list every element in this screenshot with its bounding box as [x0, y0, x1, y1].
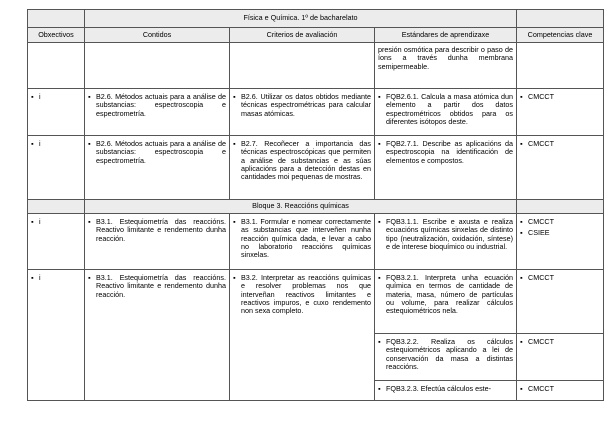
- competencia-text: CMCCT: [528, 139, 554, 148]
- contidos-cell: [85, 270, 230, 401]
- table-row: [28, 89, 604, 136]
- competencia-text: CMCCT: [528, 273, 554, 282]
- header-competencias: Competencias clave: [517, 28, 604, 43]
- contidos-text: B2.6. Métodos actuais para a análise de substancias: espectroscopia e espectrometría.: [96, 92, 226, 118]
- competencias-cell: [517, 214, 604, 270]
- competencia-text: CMCCT: [528, 337, 554, 346]
- table-row: [28, 43, 604, 89]
- bullet-icon: ▪: [520, 228, 523, 238]
- table-title-row: [28, 10, 604, 28]
- estandares-text: FQB3.2.3. Efectúa cálculos este-: [386, 384, 492, 393]
- contidos-cell: [85, 43, 230, 89]
- competencia-text: CMCCT: [528, 92, 554, 101]
- contidos-text: B3.1. Estequiometría das reaccións. Reactivo limitante e rendemento dunha reacción.: [96, 217, 226, 243]
- bullet-icon: ▪: [378, 337, 381, 346]
- header-estandares: Estándares de aprendizaxe: [375, 28, 517, 43]
- header-contidos: Contidos: [85, 28, 230, 43]
- contidos-cell: [85, 214, 230, 270]
- block-blank-cell: [28, 200, 85, 214]
- criterios-cell: [230, 89, 375, 136]
- estandares-cell: [375, 334, 517, 381]
- obxectivos-text: i: [39, 92, 41, 101]
- bullet-icon: ▪: [378, 217, 381, 226]
- competencias-cell: [517, 270, 604, 334]
- bullet-icon: ▪: [31, 217, 34, 226]
- estandares-text: FQB2.6.1. Calcula a masa atómica dun elemento a partir dos datos espectrométricos obtidos para os diferentes isótopos deste.: [386, 92, 514, 126]
- contidos-text: B3.1. Estequiometría das reaccións. Reactivo limitante e rendemento dunha reacción.: [96, 273, 226, 299]
- title-blank-cell: [28, 10, 85, 28]
- table-title: Física e Química. 1º de bacharelato: [85, 10, 517, 28]
- bullet-icon: ▪: [520, 384, 523, 393]
- competencia-text: CMCCT: [528, 217, 554, 226]
- contidos-cell: [85, 136, 230, 200]
- competencias-cell: [517, 43, 604, 89]
- criterios-cell: [230, 43, 375, 89]
- competencia-text: CMCCT: [528, 384, 554, 393]
- bullet-icon: ▪: [520, 337, 523, 346]
- criterios-text: B3.2. Interpretar as reaccións químicas e resolver problemas nos que interveñan reactivos limitantes e reactivos impuros, e cuxo rendemento non sexa completo.: [241, 273, 371, 316]
- bullet-icon: ▪: [88, 139, 91, 148]
- curriculum-table: [27, 9, 604, 401]
- estandares-cell: [375, 214, 517, 270]
- obxectivos-cell: [28, 270, 85, 401]
- criterios-cell: [230, 214, 375, 270]
- block-blank-cell-right: [517, 200, 604, 214]
- estandares-cell: [375, 43, 517, 89]
- estandares-text: FQB3.2.1. Interpreta unha ecuación química en termos de cantidade de materia, masa, número de partículas ou volume, para realizar cálculos estequiométricos nela.: [386, 273, 514, 316]
- estandares-cell: [375, 89, 517, 136]
- bullet-icon: ▪: [378, 139, 381, 148]
- header-obxectivos: Obxectivos: [28, 28, 85, 43]
- table-row: [28, 136, 604, 200]
- estandares-text: presión osmótica para describir o paso de íons a través dunha membrana semipermeable.: [378, 45, 514, 71]
- estandares-cell: [375, 136, 517, 200]
- bullet-icon: ▪: [378, 92, 381, 101]
- block-header-row: [28, 200, 604, 214]
- obxectivos-cell: [28, 89, 85, 136]
- estandares-text: FQB3.1.1. Escribe e axusta e realiza ecuacións químicas sinxelas de distinto tipo (neutralización, oxidación, síntese) e de interese bioquímico ou industrial.: [386, 217, 514, 251]
- block-title: Bloque 3. Reaccións químicas: [85, 200, 517, 214]
- contidos-text: B2.6. Métodos actuais para a análise de substancias: espectroscopia e espectrometría.: [96, 139, 226, 165]
- criterios-text: B3.1. Formular e nomear correctamente as substancias que interveñen nunha reacción química dada, e levar a cabo no laboratorio reaccións químicas sinxelas.: [241, 217, 371, 260]
- bullet-icon: ▪: [31, 273, 34, 282]
- obxectivos-text: i: [39, 139, 41, 148]
- competencias-cell: [517, 334, 604, 381]
- bullet-icon: ▪: [233, 217, 236, 226]
- header-row: [28, 28, 604, 43]
- bullet-icon: ▪: [520, 139, 523, 148]
- criterios-text: B2.7. Recoñecer a importancia das técnicas espectroscópicas que permiten a análise de substancias e as súas aplicacións para a detección destas en cantidades moi pequenas de mostras.: [241, 139, 371, 182]
- table-row: [28, 214, 604, 270]
- obxectivos-cell: [28, 136, 85, 200]
- estandares-text: FQB3.2.2. Realiza os cálculos estequiométricos aplicando a lei de conservación da masa a distintas reaccións.: [386, 337, 514, 371]
- obxectivos-text: i: [39, 217, 41, 226]
- bullet-icon: ▪: [520, 273, 523, 282]
- bullet-icon: ▪: [378, 384, 381, 393]
- estandares-cell: [375, 381, 517, 401]
- bullet-icon: ▪: [88, 273, 91, 282]
- criterios-text: B2.6. Utilizar os datos obtidos mediante técnicas espectrométricas para calcular masas atómicas.: [241, 92, 371, 118]
- bullet-icon: ▪: [233, 92, 236, 101]
- competencias-cell: [517, 136, 604, 200]
- bullet-icon: ▪: [520, 217, 523, 226]
- table-row: [28, 270, 604, 334]
- competencias-cell: [517, 89, 604, 136]
- obxectivos-cell: [28, 43, 85, 89]
- competencia-text: CSIEE: [528, 228, 550, 238]
- title-blank-cell-right: [517, 10, 604, 28]
- bullet-icon: ▪: [233, 273, 236, 282]
- bullet-icon: ▪: [88, 92, 91, 101]
- bullet-icon: ▪: [31, 92, 34, 101]
- contidos-cell: [85, 89, 230, 136]
- bullet-icon: ▪: [233, 139, 236, 148]
- criterios-cell: [230, 136, 375, 200]
- obxectivos-cell: [28, 214, 85, 270]
- bullet-icon: ▪: [378, 273, 381, 282]
- header-criterios: Criterios de avaliación: [230, 28, 375, 43]
- criterios-cell: [230, 270, 375, 401]
- bullet-icon: ▪: [520, 92, 523, 101]
- bullet-icon: ▪: [31, 139, 34, 148]
- competencias-cell: [517, 381, 604, 401]
- estandares-cell: [375, 270, 517, 334]
- obxectivos-text: i: [39, 273, 41, 282]
- estandares-text: FQB2.7.1. Describe as aplicacións da espectroscopia na identificación de elementos e compostos.: [386, 139, 514, 165]
- bullet-icon: ▪: [88, 217, 91, 226]
